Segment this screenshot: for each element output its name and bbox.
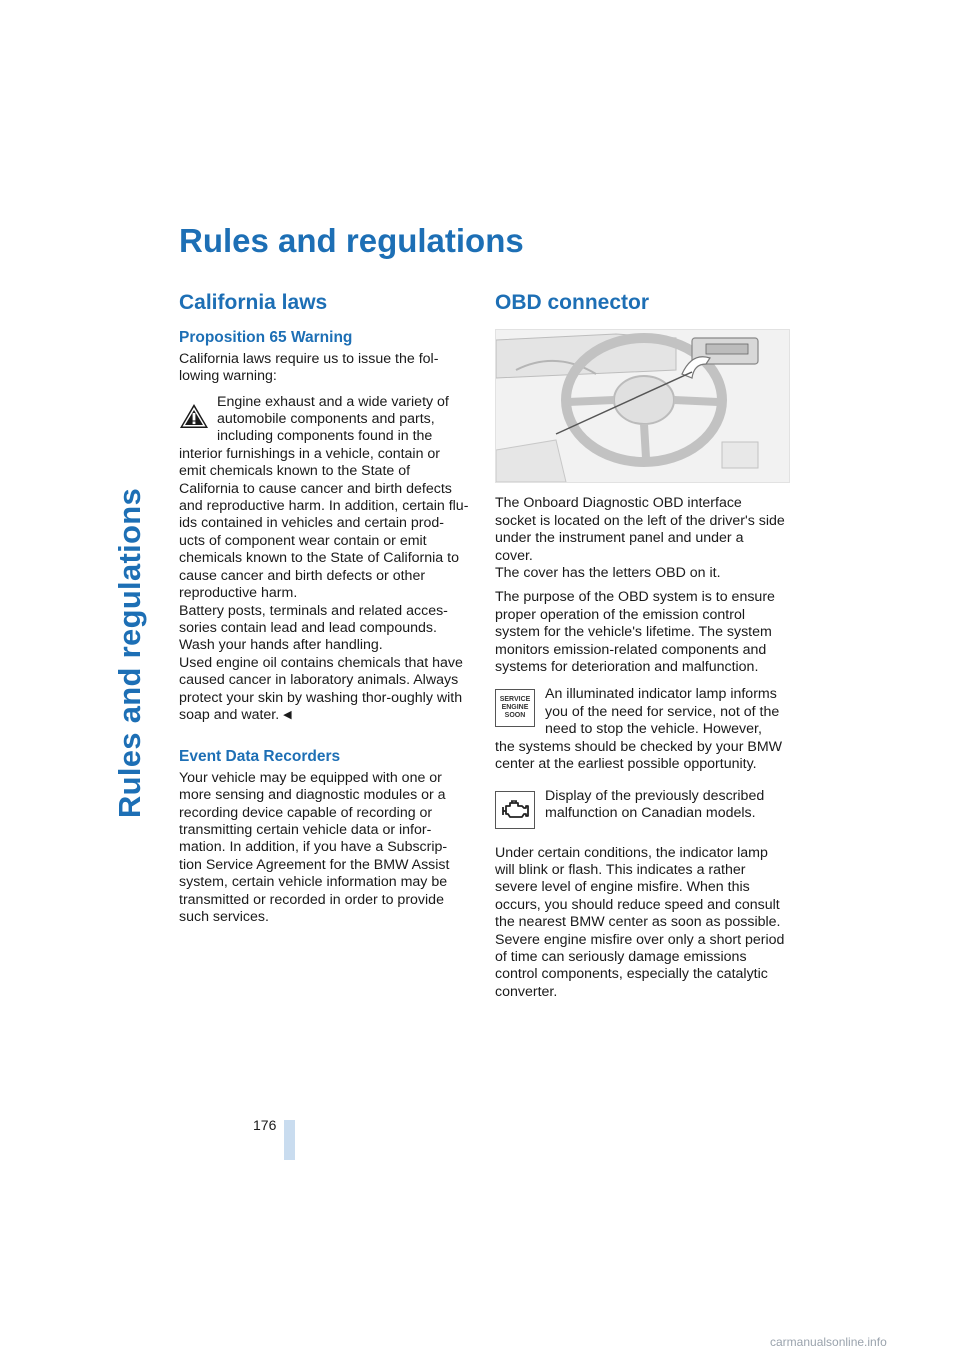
obd-location-text: The Onboard Diagnostic OBD interface socket is located on the left of the driver's side under the instrument panel and under a cover.	[495, 495, 785, 564]
service-lamp-block	[495, 686, 785, 773]
lamp-label-line-2: ENGINE	[501, 704, 529, 712]
event-data-recorders-heading: Event Data Recorders	[179, 748, 341, 766]
right-column	[495, 291, 785, 1001]
footer-watermark: carmanualsonline.info	[770, 1335, 887, 1349]
side-section-title-text: Rules and regulations	[112, 487, 147, 819]
left-column	[179, 291, 469, 926]
warning-text: Engine exhaust and a wide variety of automobile components and parts, including components found in the interior furnishings in a vehicle, contain or emit chemicals known to the State of California to cause cancer and birth defects and reproductive harm. In addition, certain flu-ids contained in vehicles and certain prod-ucts of component wear contain or emit chemicals known to the State of California to cause cancer and birth defects or other reproductive harm.	[179, 393, 469, 602]
warning-triangle-icon	[179, 402, 209, 430]
page-title: Rules and regulations	[179, 222, 524, 259]
obd-connector-illustration	[495, 329, 790, 483]
obd-connector-heading: OBD connector	[495, 291, 650, 314]
page-number: 176	[253, 1117, 277, 1133]
check-engine-block	[495, 788, 785, 839]
check-engine-icon	[495, 791, 535, 829]
misfire-text: Under certain conditions, the indicator lamp will blink or flash. This indicates a rather severe level of engine misfire. When this occurs, you should reduce speed and consult the nearest BMW center as soon as possible. Severe engine misfire over only a short period of time can seriously damage emissions control components, especially the catalytic converter.	[495, 844, 785, 1000]
oil-text	[179, 655, 469, 725]
side-section-title	[100, 228, 160, 1078]
oil-text-body: Used engine oil contains chemicals that have caused cancer in laboratory animals. Always protect your skin by washing thor-oughly with soap and water.	[179, 654, 463, 723]
lamp-label-line-3: SOON	[504, 712, 526, 720]
page-number-bar	[284, 1120, 295, 1160]
prop65-intro: California laws require us to issue the fol-lowing warning:	[179, 350, 439, 385]
lamp-label-line-1: SERVICE	[499, 696, 531, 704]
obd-purpose-text: The purpose of the OBD system is to ensure proper operation of the emission control system for the vehicle's lifetime. The system monitors emission-related components and systems for deterioration and malfunction.	[495, 589, 775, 676]
canadian-models-text: Display of the previously described malfunction on Canadian models.	[545, 787, 765, 821]
california-laws-heading: California laws	[179, 291, 328, 314]
warning-block	[179, 394, 469, 725]
event-data-text: Your vehicle may be equipped with one or more sensing and diagnostic modules or a recording device capable of recording or transmitting certain vehicle data or infor-mation. In addition, if you have a Subscrip-tion Service Agreement for the BMW Assist system, certain vehicle information may be transmitted or recorded in order to provide such services.	[179, 769, 450, 925]
battery-text: Battery posts, terminals and related acces-sories contain lead and lead compounds. Wash your hands after handling.	[179, 602, 448, 654]
service-engine-soon-icon	[495, 689, 535, 727]
prop65-heading: Proposition 65 Warning	[179, 329, 353, 347]
service-lamp-text: An illuminated indicator lamp informs you of the need for service, not of the need to stop the vehicle. However, the systems should be checked by your BMW center at the earliest possible opportunity.	[495, 686, 783, 773]
obd-cover-text: The cover has the letters OBD on it.	[495, 565, 721, 582]
end-mark-icon: ◀	[283, 708, 292, 721]
